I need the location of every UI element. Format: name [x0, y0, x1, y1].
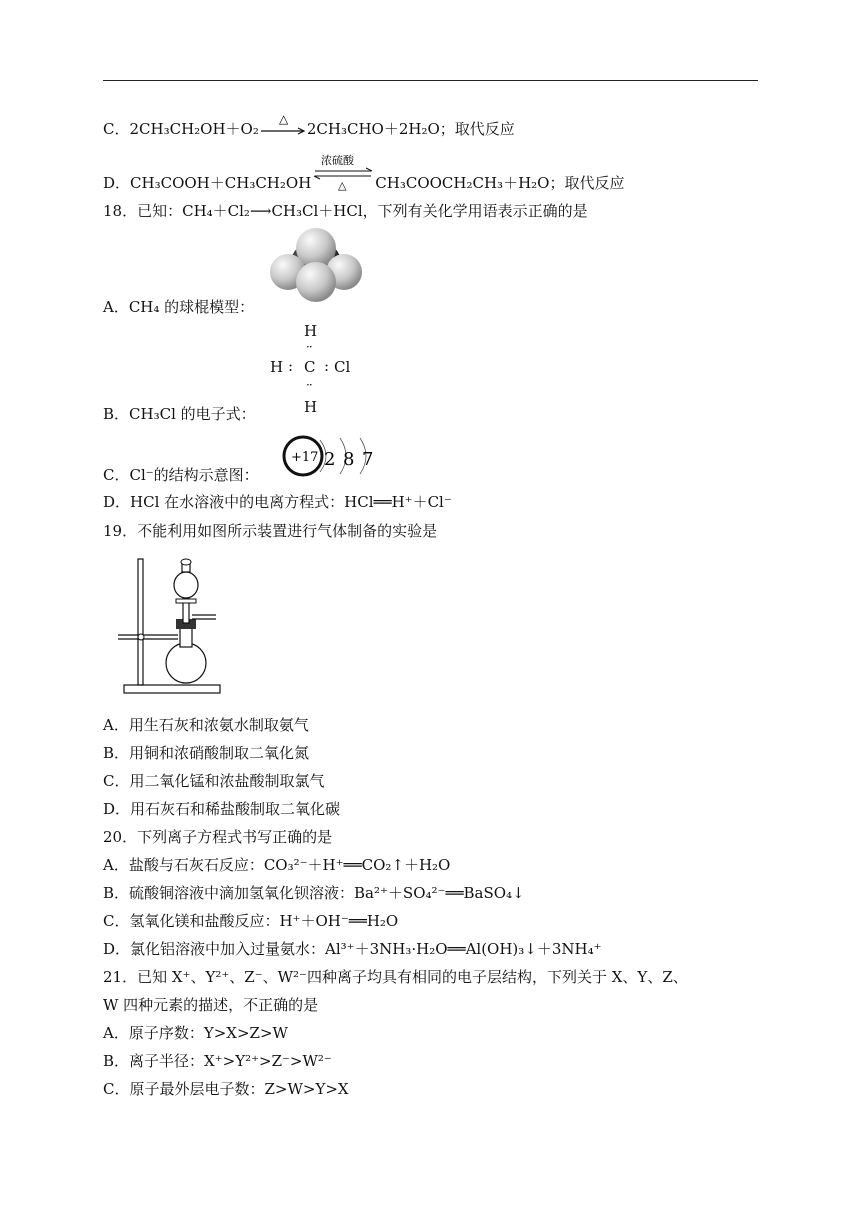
shell-3-electrons: 7 [362, 449, 374, 470]
option-label: D． [103, 174, 131, 192]
q21-option-a: A．原子序数：Y>X>Z>W [103, 1024, 288, 1042]
atom-h: H [304, 398, 318, 416]
electron-pair: ·· [306, 378, 312, 392]
q20-option-a: A．盐酸与石灰石反应：CO₃²⁻＋H⁺══CO₂↑＋H₂O [103, 856, 451, 874]
electron-pair: ·· [306, 340, 312, 354]
shell-1-electrons: 2 [324, 449, 336, 470]
q18-option-d: D．HCl 在水溶液中的电离方程式：HCl══H⁺＋Cl⁻ [103, 493, 452, 511]
atom-cl: Cl [334, 358, 351, 376]
condition-delta: △ [278, 113, 289, 126]
reversible-arrow [311, 154, 375, 194]
q21-option-c: C．原子最外层电子数：Z>W>Y>X [103, 1080, 349, 1098]
equation-right: CH₃COOCH₂CH₃＋H₂O；取代反应 [375, 174, 625, 192]
shell-2-electrons: 8 [343, 449, 355, 470]
gas-generation-apparatus [118, 555, 228, 700]
q20-option-c: C．氢氧化镁和盐酸反应：H⁺＋OH⁻══H₂O [103, 912, 399, 930]
q21-option-b: B．离子半径：X⁺>Y²⁺>Z⁻>W²⁻ [103, 1052, 332, 1070]
atom-c: C [304, 358, 316, 376]
q18-option-a: A．CH₄ 的球棍模型： [103, 298, 255, 316]
q19-option-c: C．用二氧化锰和浓盐酸制取氯气 [103, 772, 325, 790]
condition-delta: △ [338, 179, 347, 192]
q20-stem: 20．下列离子方程式书写正确的是 [103, 828, 333, 846]
equation-left: CH₃COOH＋CH₃CH₂OH [130, 174, 312, 192]
equation-left: 2CH₃CH₂OH＋O₂ [129, 120, 259, 138]
chloride-ion-structure-diagram [280, 432, 380, 482]
option-label: C． [103, 120, 130, 138]
equation-right: 2CH₃CHO＋2H₂O；取代反应 [306, 120, 515, 138]
condition-acid: 浓硫酸 [321, 154, 355, 167]
header-rule [103, 80, 758, 81]
q18-stem: 18．已知：CH₄＋Cl₂⟶CH₃Cl＋HCl，下列有关化学用语表示正确的是 [103, 202, 588, 220]
q18-option-b: B．CH₃Cl 的电子式： [103, 405, 256, 423]
ch3cl-electron-formula [268, 320, 368, 420]
nucleus-charge: +17 [291, 450, 319, 465]
q19-stem: 19．不能利用如图所示装置进行气体制备的实验是 [103, 522, 438, 540]
q19-option-d: D．用石灰石和稀盐酸制取二氧化碳 [103, 800, 341, 818]
atom-h: H [304, 322, 318, 340]
q20-option-d: D．氯化铝溶液中加入过量氨水：Al³⁺＋3NH₃·H₂O══Al(OH)₃↓＋3NH₄⁺ [103, 940, 602, 958]
heating-arrow [259, 113, 307, 137]
q19-option-a: A．用生石灰和浓氨水制取氨气 [103, 716, 309, 734]
electron-pair: : [288, 357, 294, 375]
q20-option-b: B．硫酸铜溶液中滴加氢氧化钡溶液：Ba²⁺＋SO₄²⁻══BaSO₄↓ [103, 884, 525, 902]
electron-pair: : [324, 357, 330, 375]
q21-stem-line1: 21．已知 X⁺、Y²⁺、Z⁻、W²⁻四种离子均具有相同的电子层结构，下列关于 X、Y、Z、 [103, 968, 688, 986]
q19-option-b: B．用铜和浓硝酸制取二氧化氮 [103, 744, 310, 762]
atom-h: H [270, 358, 284, 376]
q17-option-c [103, 113, 515, 139]
q21-stem-line2: W 四种元素的描述，不正确的是 [103, 996, 319, 1014]
methane-space-filling-model [268, 228, 364, 306]
q17-option-d [103, 154, 625, 194]
q18-option-c: C．Cl⁻的结构示意图： [103, 466, 259, 484]
